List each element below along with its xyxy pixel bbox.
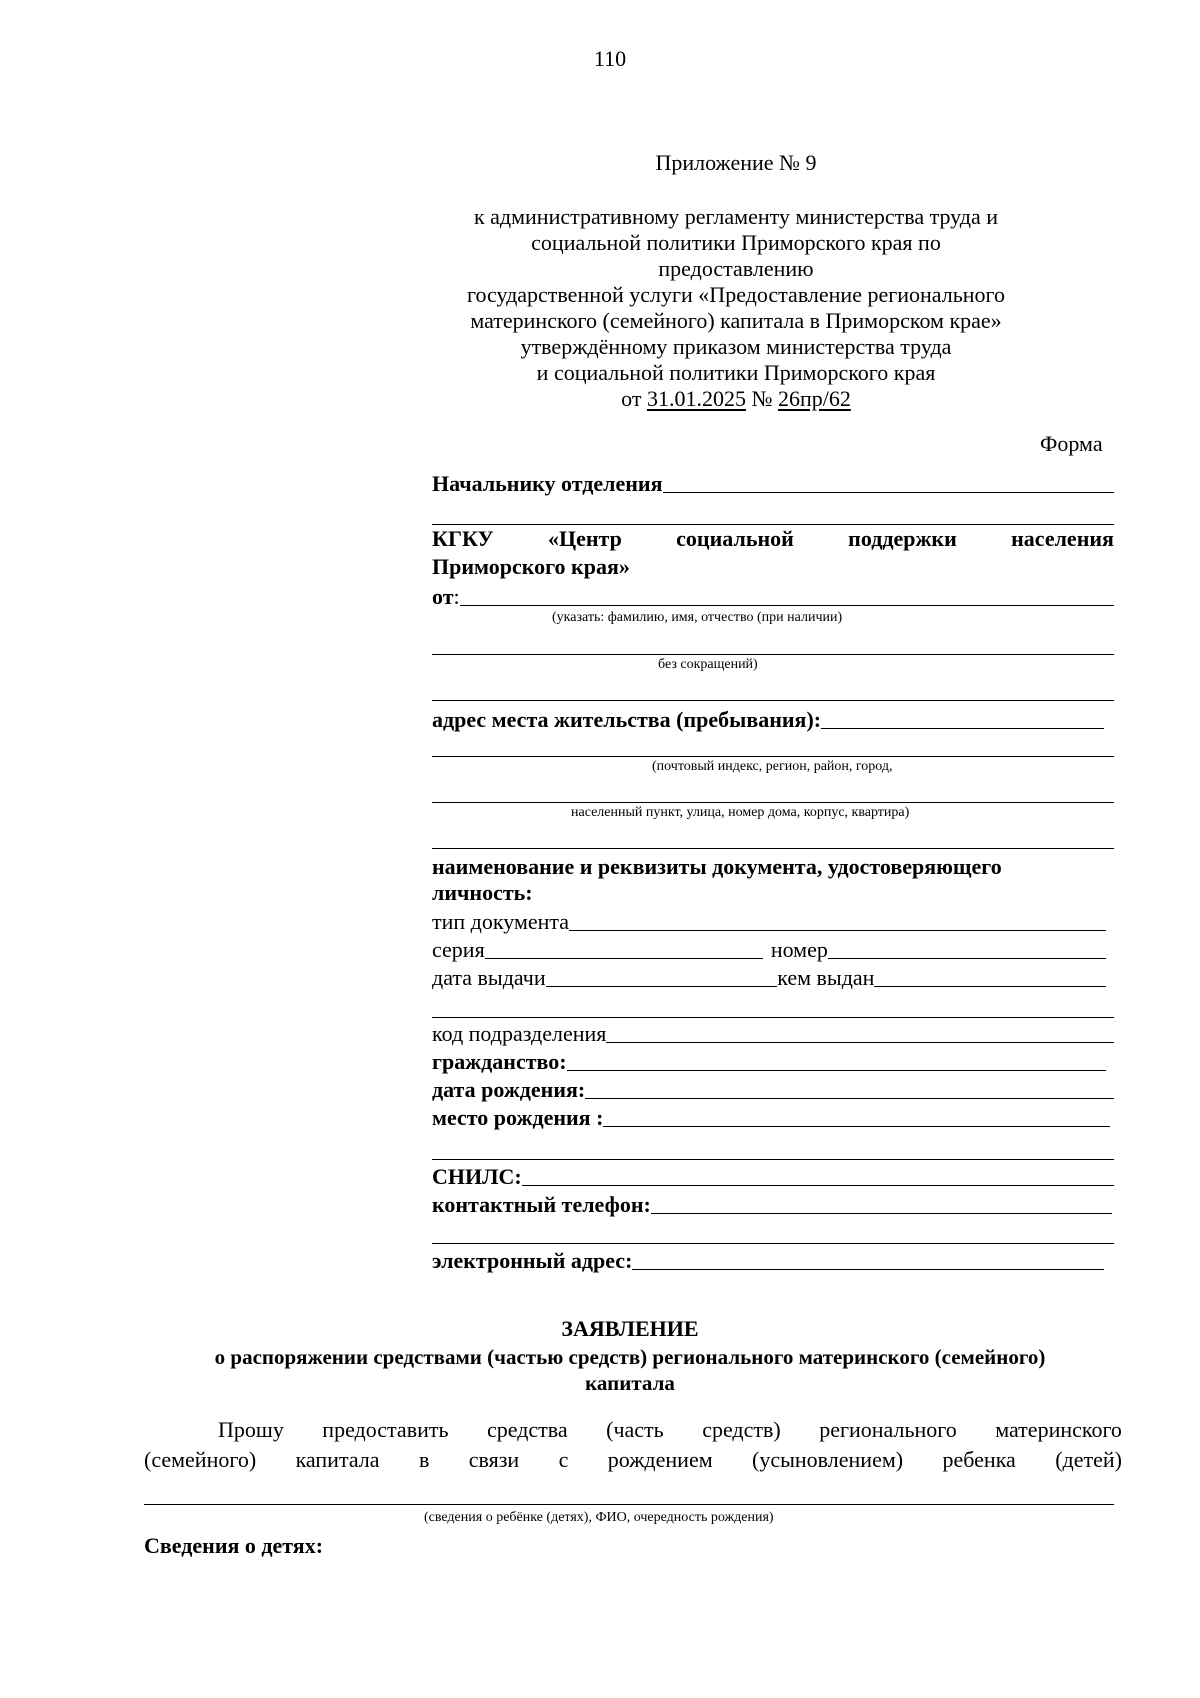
field-line[interactable] (432, 700, 1114, 701)
appendix-line: государственной услуги «Предоставление регионального (466, 282, 1006, 307)
email-field[interactable] (632, 1269, 1104, 1270)
order-number: 26пр/62 (777, 386, 851, 411)
paragraph-word: в (418, 1447, 430, 1472)
issued-by-field[interactable] (874, 986, 1106, 987)
phone-row (432, 1190, 1112, 1218)
field-line[interactable] (432, 654, 1114, 655)
paragraph-word: связи (468, 1447, 520, 1472)
from-label: от (432, 584, 454, 609)
paragraph-word: ребенка (942, 1447, 1016, 1472)
division-code-label: код подразделения (432, 1021, 607, 1046)
citizenship-row (432, 1049, 1106, 1075)
statement-title: ЗАЯВЛЕНИЕ (561, 1316, 699, 1341)
statement-subtitle-1: о распоряжении средствами (частью средств) регионального материнского (семейного) (214, 1345, 1046, 1369)
org-word: КГКУ (432, 526, 494, 551)
birth-date-field[interactable] (585, 1098, 1114, 1099)
page-number: 110 (593, 46, 627, 71)
fio-hint: (указать: фамилию, имя, отчество (при наличии) (552, 610, 843, 625)
series-label: серия (432, 937, 485, 962)
address-row (432, 705, 1104, 733)
paragraph-word: регионального (819, 1417, 957, 1442)
paragraph-word: (семейного) (144, 1447, 257, 1472)
field-line[interactable] (432, 1243, 1114, 1244)
address-label: адрес места жительства (пребывания): (432, 707, 822, 732)
paragraph-word: (детей) (1055, 1447, 1122, 1472)
phone-label: контактный телефон: (432, 1192, 651, 1217)
to-head-field[interactable] (663, 492, 1114, 493)
fio-hint-2: без сокращений) (658, 657, 758, 672)
email-row (432, 1246, 1104, 1274)
order-no-sign: № (745, 386, 778, 411)
appendix-text (456, 204, 1016, 412)
doc-type-row (432, 909, 1106, 935)
number-field[interactable] (828, 958, 1106, 959)
paragraph-word: материнского (995, 1417, 1122, 1442)
snils-row (432, 1162, 1114, 1190)
paragraph-word: с (558, 1447, 569, 1472)
from-colon: : (453, 584, 460, 609)
birth-place-row (432, 1105, 1110, 1131)
field-line[interactable] (432, 756, 1114, 757)
division-code-row (432, 1021, 1114, 1047)
snils-field[interactable] (522, 1185, 1114, 1186)
paragraph-word: средств) (702, 1417, 781, 1442)
division-code-field[interactable] (606, 1042, 1114, 1043)
field-line[interactable] (432, 848, 1114, 849)
citizenship-field[interactable] (567, 1070, 1106, 1071)
number-label: номер (770, 937, 828, 962)
to-head-label: Начальнику отделения (432, 471, 663, 496)
org-line2: Приморского края» (432, 554, 630, 579)
paragraph-word: (часть (606, 1417, 664, 1442)
birth-date-label: дата рождения: (432, 1077, 586, 1102)
statement-subtitle-2: капитала (585, 1371, 675, 1395)
paragraph-word: (усыновлением) (752, 1447, 904, 1472)
to-head-row (432, 469, 1114, 497)
series-number-row (432, 937, 1106, 963)
address-field[interactable] (821, 728, 1104, 729)
org-word: социальной (676, 526, 794, 551)
phone-field[interactable] (651, 1213, 1112, 1214)
doc-type-label: тип документа (432, 909, 570, 934)
citizenship-label: гражданство: (432, 1049, 567, 1074)
id-doc-line: личность: (432, 880, 533, 905)
id-doc-heading (432, 854, 1002, 906)
appendix-line: к административному регламенту министерства труда и (473, 204, 999, 229)
paragraph-line-2 (144, 1447, 1122, 1473)
order-reference (456, 386, 1016, 412)
children-heading: Сведения о детях: (144, 1533, 324, 1558)
paragraph-word: средства (486, 1417, 568, 1442)
issue-date-field[interactable] (546, 986, 778, 987)
doc-type-field[interactable] (569, 930, 1106, 931)
appendix-line: утверждённому приказом министерства труда (520, 334, 952, 359)
org-word: поддержки (848, 526, 957, 551)
issue-row (432, 965, 1106, 991)
id-doc-line: наименование и реквизиты документа, удостоверяющего (432, 854, 1002, 879)
appendix-line: социальной политики Приморского края по предоставлению (531, 230, 941, 281)
birth-place-label: место рождения : (432, 1105, 604, 1130)
paragraph-word: Прошу (218, 1417, 284, 1442)
series-field[interactable] (485, 958, 763, 959)
order-prefix: от (621, 386, 647, 411)
field-line[interactable] (432, 1159, 1114, 1160)
address-hint-2: населенный пункт, улица, номер дома, корпус, квартира) (571, 805, 910, 820)
issue-date-label: дата выдачи (432, 965, 546, 990)
paragraph-word: предоставить (322, 1417, 449, 1442)
form-label: Форма (1040, 431, 1103, 456)
org-line1 (432, 526, 1114, 552)
birth-place-field[interactable] (603, 1126, 1110, 1127)
field-line[interactable] (432, 524, 1114, 525)
children-field-line[interactable] (144, 1504, 1114, 1505)
email-label: электронный адрес: (432, 1248, 633, 1273)
appendix-line: материнского (семейного) капитала в Приморском крае» (470, 308, 1002, 333)
paragraph-line-1 (218, 1417, 1122, 1443)
order-date: 31.01.2025 (646, 386, 746, 411)
paragraph-word: рождением (607, 1447, 713, 1472)
birth-date-row (432, 1077, 1114, 1103)
appendix-title: Приложение № 9 (655, 150, 817, 175)
from-field[interactable] (460, 605, 1114, 606)
snils-label: СНИЛС: (432, 1164, 522, 1189)
org-word: «Центр (547, 526, 622, 551)
children-hint: (сведения о ребёнке (детях), ФИО, очередность рождения) (424, 1510, 774, 1525)
address-hint-1: (почтовый индекс, регион, район, город, (652, 759, 893, 774)
field-line[interactable] (432, 1017, 1114, 1018)
org-word: населения (1011, 526, 1114, 551)
issued-by-label: кем выдан (777, 965, 875, 990)
from-row (432, 582, 1114, 610)
field-line[interactable] (432, 802, 1114, 803)
paragraph-word: капитала (295, 1447, 380, 1472)
appendix-line: и социальной политики Приморского края (536, 360, 936, 385)
